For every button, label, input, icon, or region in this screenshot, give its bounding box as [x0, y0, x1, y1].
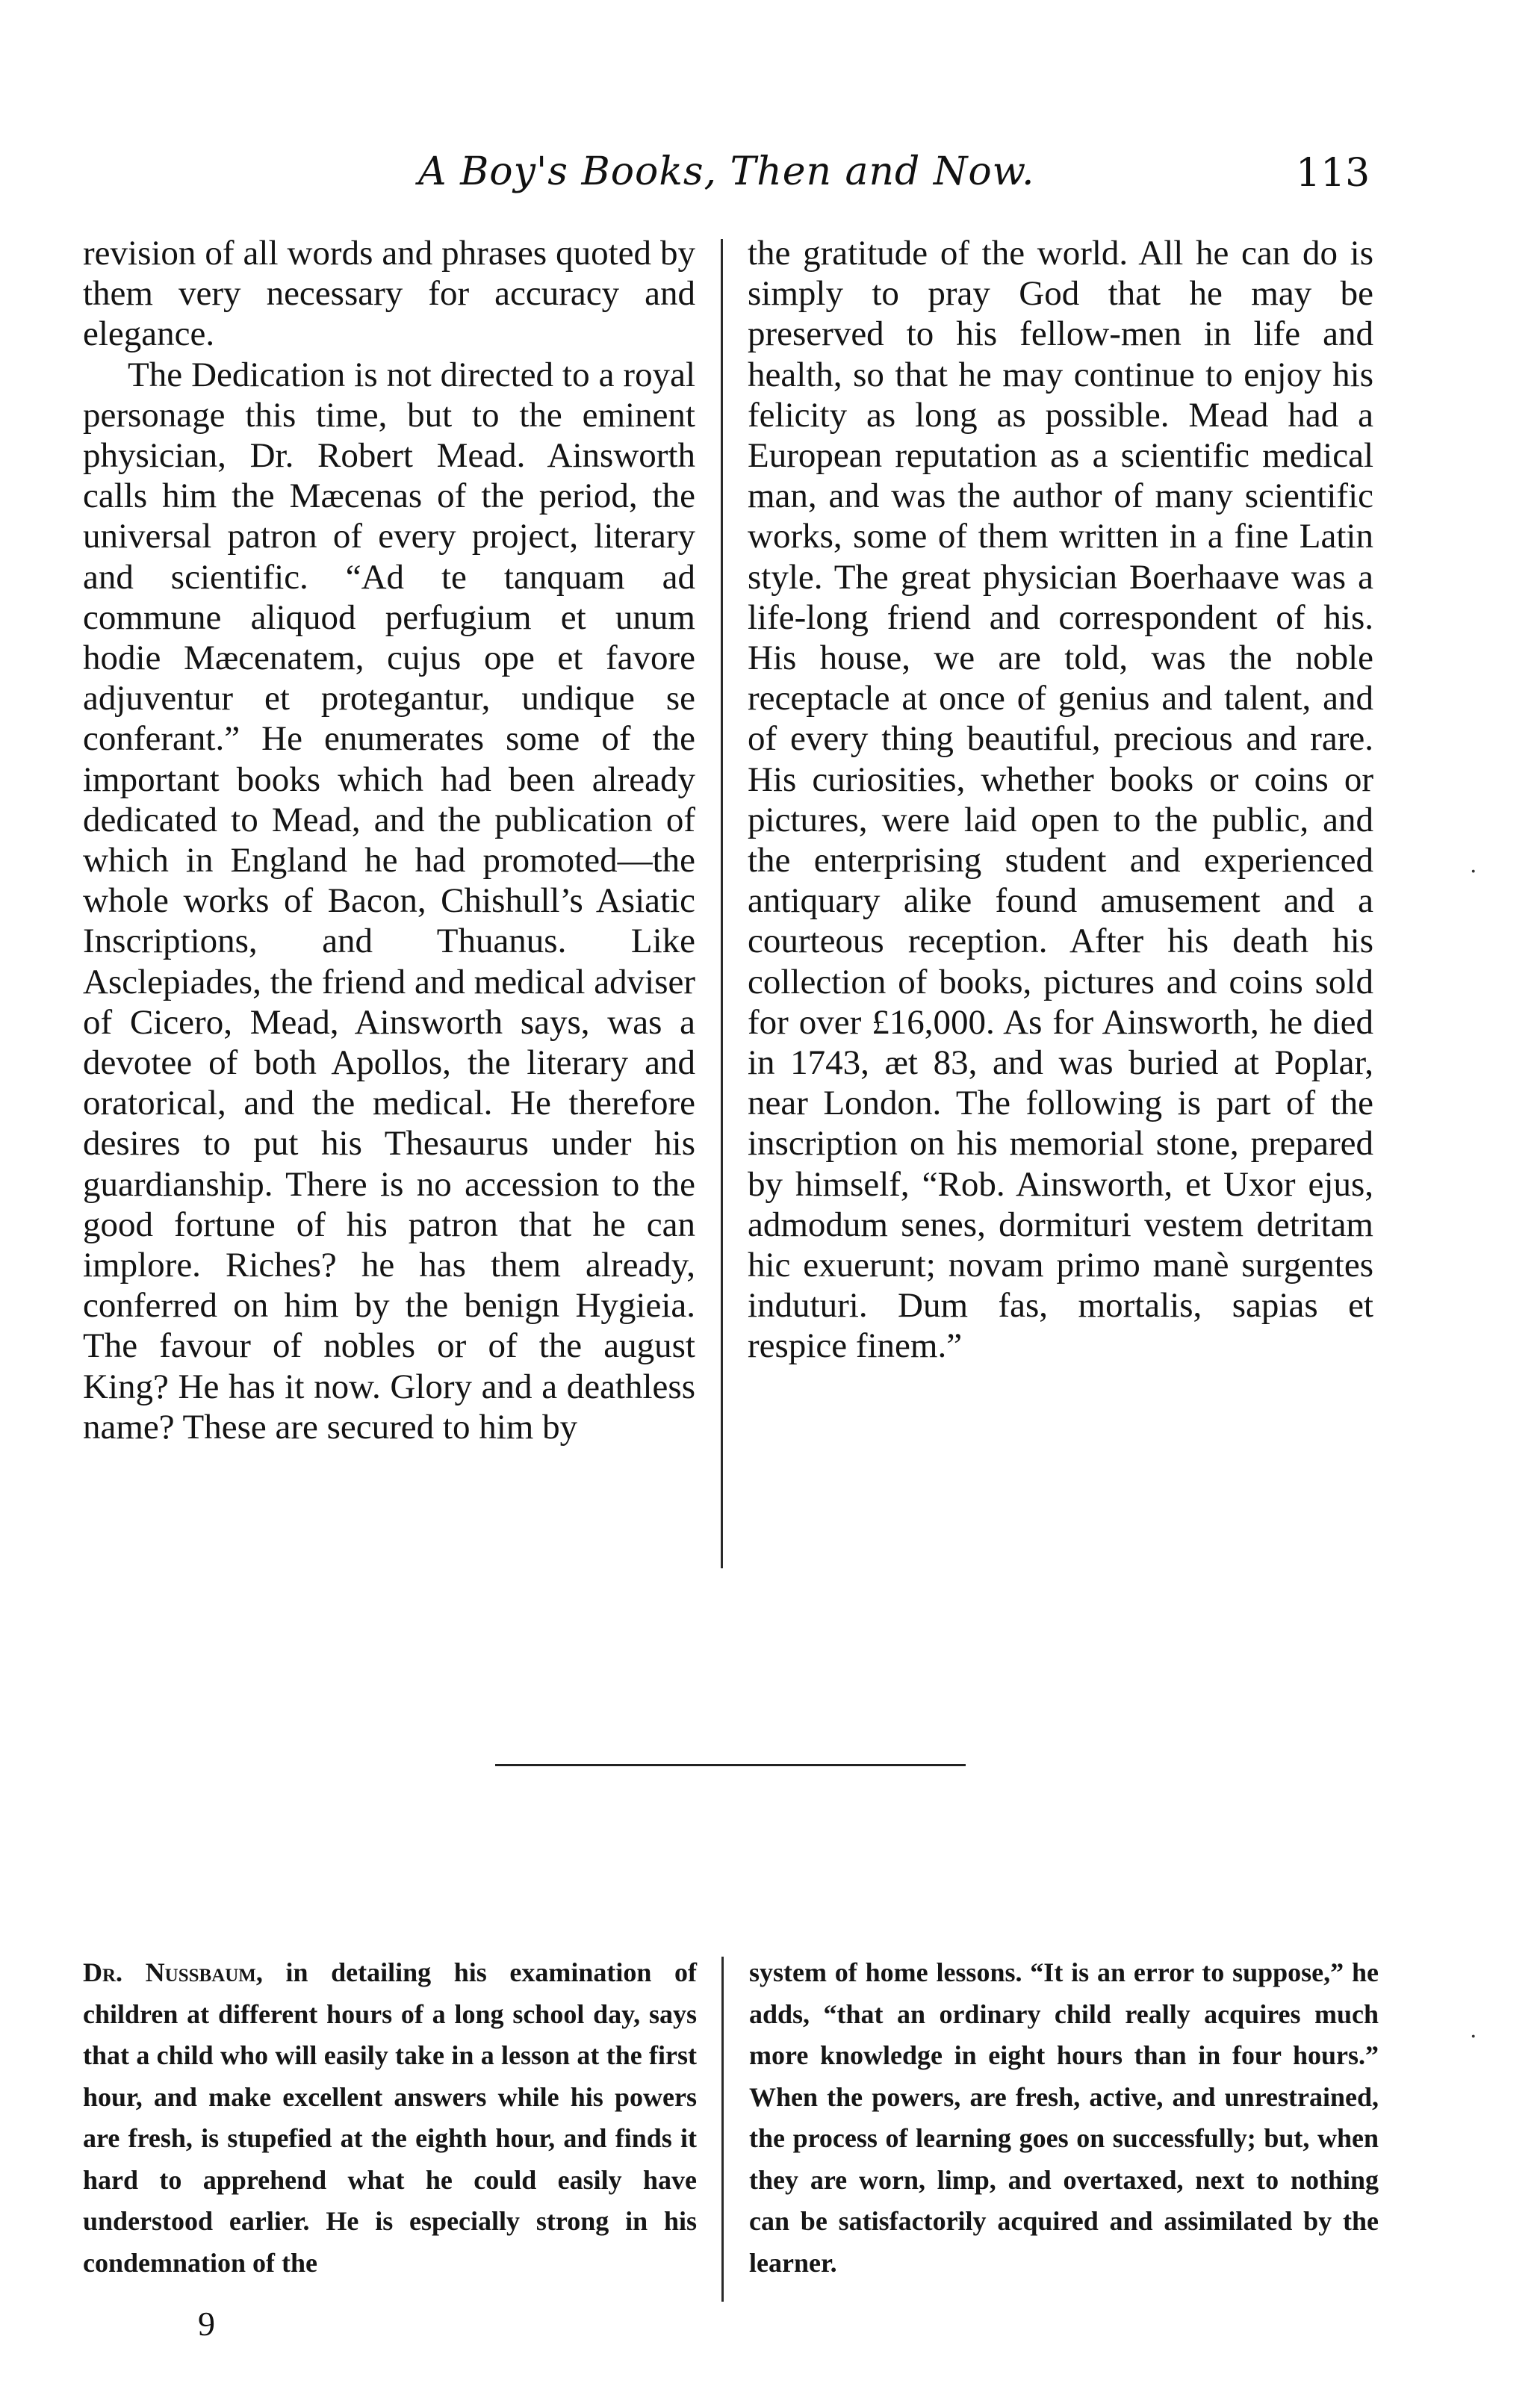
right-paragraph-1: the gratitude of the world. All he can do is simply to pray God that he may be preserved to his fellow-men in life and health, so that he may continue to enjoy his felicity as long as possible. Mead had a European reputation as a scientific medical man, and was the author of many scientific works, some of them written in a fine Latin style. The great physician Boerhaave was a life-long friend and correspondent of his. His house, we are told, was the noble receptacle at once of genius and talent, and of every thing beautiful, precious and rare. His curiosities, whether books or coins or pictures, were laid open to the public, and the enterprising student and experienced antiquary alike found amusement and a courteous reception. After his death his collection of books, pictures and coins sold for over £16,000. As for Ainsworth, he died in 1743, æt 83, and was buried at Poplar, near London. The following is part of the inscription on his memorial stone, prepared by himself, “Rob. Ainsworth, et Uxor ejus, admodum senes, dormituri vestem detritam hic exuerunt; novam primo manè surgentes induturi. Dum fas, mortalis, sapias et respice finem.” [748, 234, 1373, 1366]
section-separator-rule [495, 1764, 966, 1766]
page-header [0, 149, 1540, 202]
footnote-right-column [749, 1952, 1379, 2284]
footnote-left-paragraph [83, 1952, 697, 2284]
footnote-left-column [83, 1952, 697, 2284]
scan-speck: · [1470, 859, 1477, 885]
left-column [83, 233, 695, 1447]
footnote-column-divider [721, 1957, 724, 2302]
footnote-right-text: system of home lessons. “It is an error to suppose,” he adds, “that an ordinary child really acquires much more knowledge in eight hours than in four hours.” When the powers, are fresh, active, and unrestrained, the process of learning goes on successfully; but, when they are worn, limp, and overtaxed, next to nothing can be satisfactorily acquired and assimilated by the learner. [749, 1957, 1379, 2278]
right-column [748, 233, 1373, 1367]
page-number: 113 [1296, 151, 1370, 196]
running-head: A Boy's Books, Then and Now. [418, 149, 1035, 194]
left-paragraph-1: revision of all words and phrases quoted by them very necessary for accuracy and elegance. [83, 234, 695, 354]
footnote-left-text: in detailing his examination of children at different hours of a long school day, says that a child who will easily take in a lesson at the first hour, and make excellent answers while his powers are fresh, is stupefied at the eighth hour, and finds it hard to apprehend what he could easily have understood earlier. He is especially strong in his condemnation of the [83, 1957, 698, 2278]
column-divider [721, 239, 723, 1568]
printer-signature-mark: 9 [198, 2305, 215, 2343]
scan-speck: · [1470, 2024, 1477, 2050]
left-paragraph-2: The Dedication is not directed to a royal personage this time, but to the eminent physician, Dr. Robert Mead. Ainsworth calls him the Mæcenas of the period, the universal patron of every project, literary and scientific. “Ad te tanquam ad commune aliquod perfugium et unum hodie Mæcenatem, cujus ope et favore adjuventur et protegantur, undique se conferant.” He enumerates some of the important books which had been already dedicated to Mead, and the publication of which in England he had promoted—the whole works of Bacon, Chishull’s Asiatic Inscriptions, and Thuanus. Like Asclepiades, the friend and medical adviser of Cicero, Mead, Ainsworth says, was a devotee of both Apollos, the literary and oratorical, and the medical. He therefore desires to put his Thesaurus under his guardianship. There is no accession to the good fortune of his patron that he can implore. Riches? he has them already, conferred on him by the benign Hygieia. The favour of nobles or of the august King? He has it now. Glory and a deathless name? These are secured to him by [83, 355, 695, 1447]
footnote-lead: Dr. Nussbaum, [83, 1957, 263, 1987]
